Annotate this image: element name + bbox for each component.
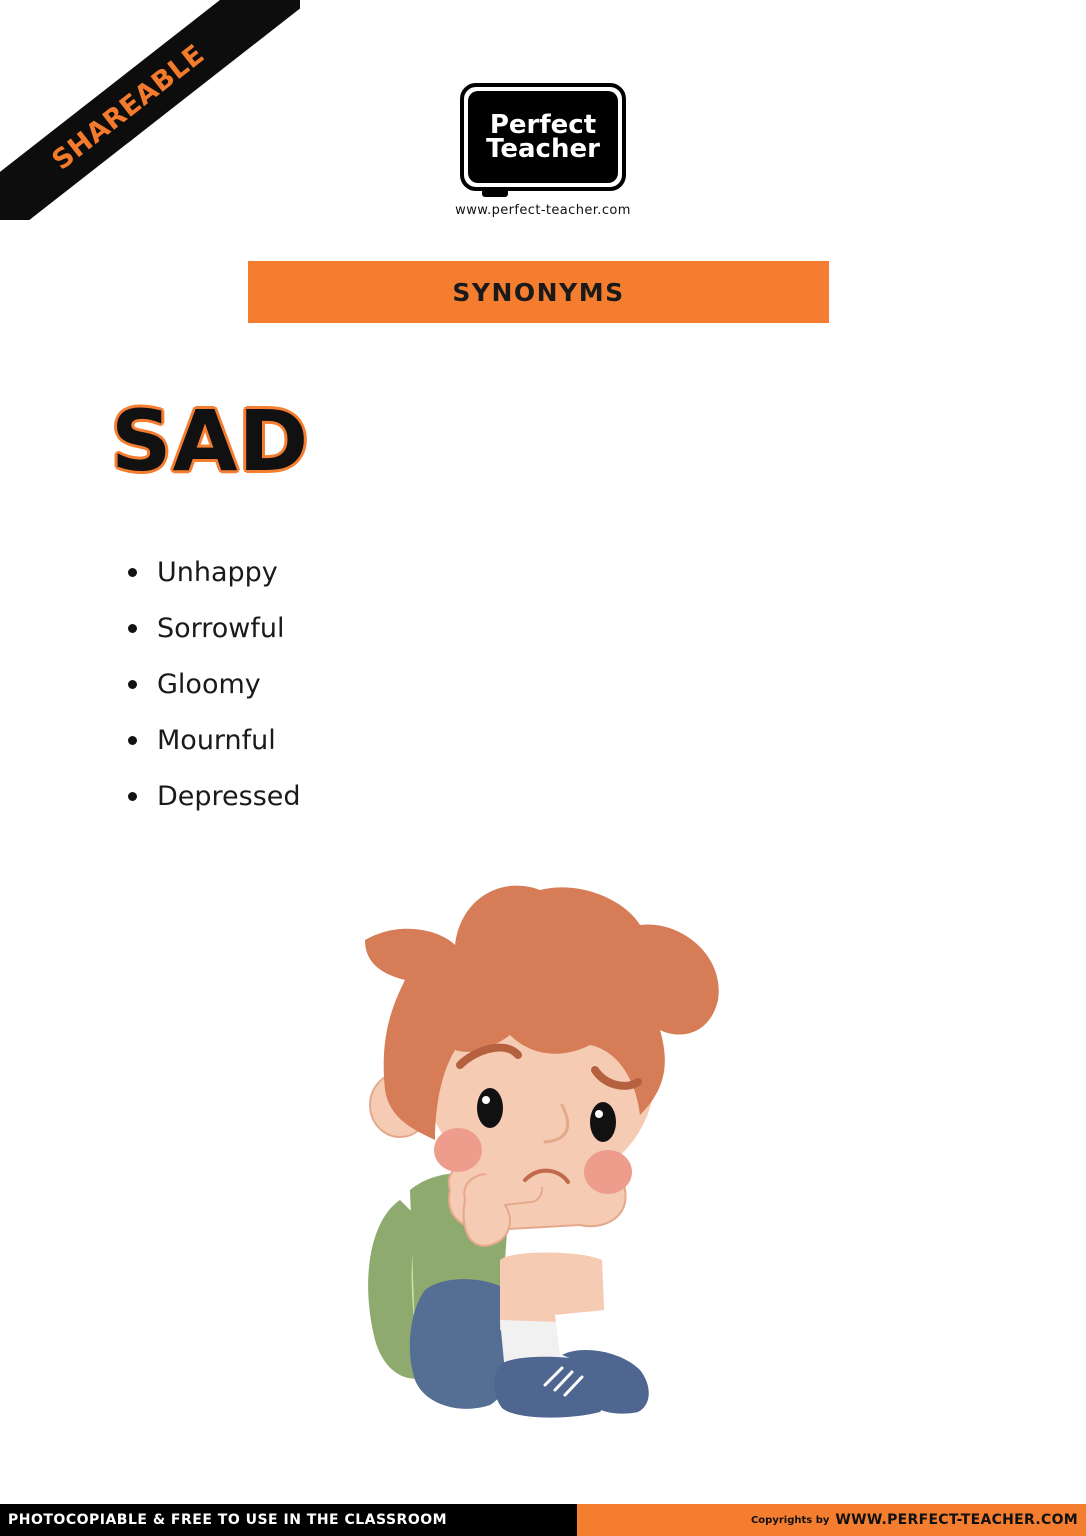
logo-line-2: Teacher bbox=[486, 134, 600, 164]
list-item: Depressed bbox=[128, 768, 301, 824]
synonym-list bbox=[128, 544, 301, 824]
copyright-prefix: Copyrights by bbox=[750, 1514, 830, 1526]
list-item: Sorrowful bbox=[128, 600, 301, 656]
footer-site-link[interactable]: WWW.PERFECT-TEACHER.COM bbox=[835, 1512, 1078, 1528]
logo-line-1: Perfect bbox=[489, 110, 597, 140]
shareable-ribbon bbox=[0, 0, 300, 220]
logo-url: www.perfect-teacher.com bbox=[455, 203, 631, 218]
sad-boy-illustration bbox=[340, 860, 740, 1440]
section-title: SYNONYMS bbox=[452, 277, 625, 307]
monitor-stand-icon bbox=[482, 189, 508, 197]
bullet-icon bbox=[128, 680, 137, 689]
bullet-icon bbox=[128, 624, 137, 633]
list-item: Gloomy bbox=[128, 656, 301, 712]
perfect-teacher-logo bbox=[453, 83, 633, 218]
bullet-icon bbox=[128, 792, 137, 801]
ribbon-label: SHAREABLE bbox=[46, 38, 211, 177]
footer-right bbox=[577, 1504, 1086, 1536]
logo-monitor-icon bbox=[460, 83, 626, 191]
ribbon-band bbox=[0, 0, 300, 220]
footer bbox=[0, 1504, 1086, 1536]
list-item: Mournful bbox=[128, 712, 301, 768]
main-word: SAD bbox=[111, 392, 310, 490]
bullet-icon bbox=[128, 568, 137, 577]
footer-left bbox=[0, 1504, 577, 1536]
footer-notice: PHOTOCOPIABLE & FREE TO USE IN THE CLASSROOM bbox=[8, 1512, 448, 1528]
bullet-icon bbox=[128, 736, 137, 745]
list-item: Unhappy bbox=[128, 544, 301, 600]
section-header bbox=[248, 261, 829, 323]
